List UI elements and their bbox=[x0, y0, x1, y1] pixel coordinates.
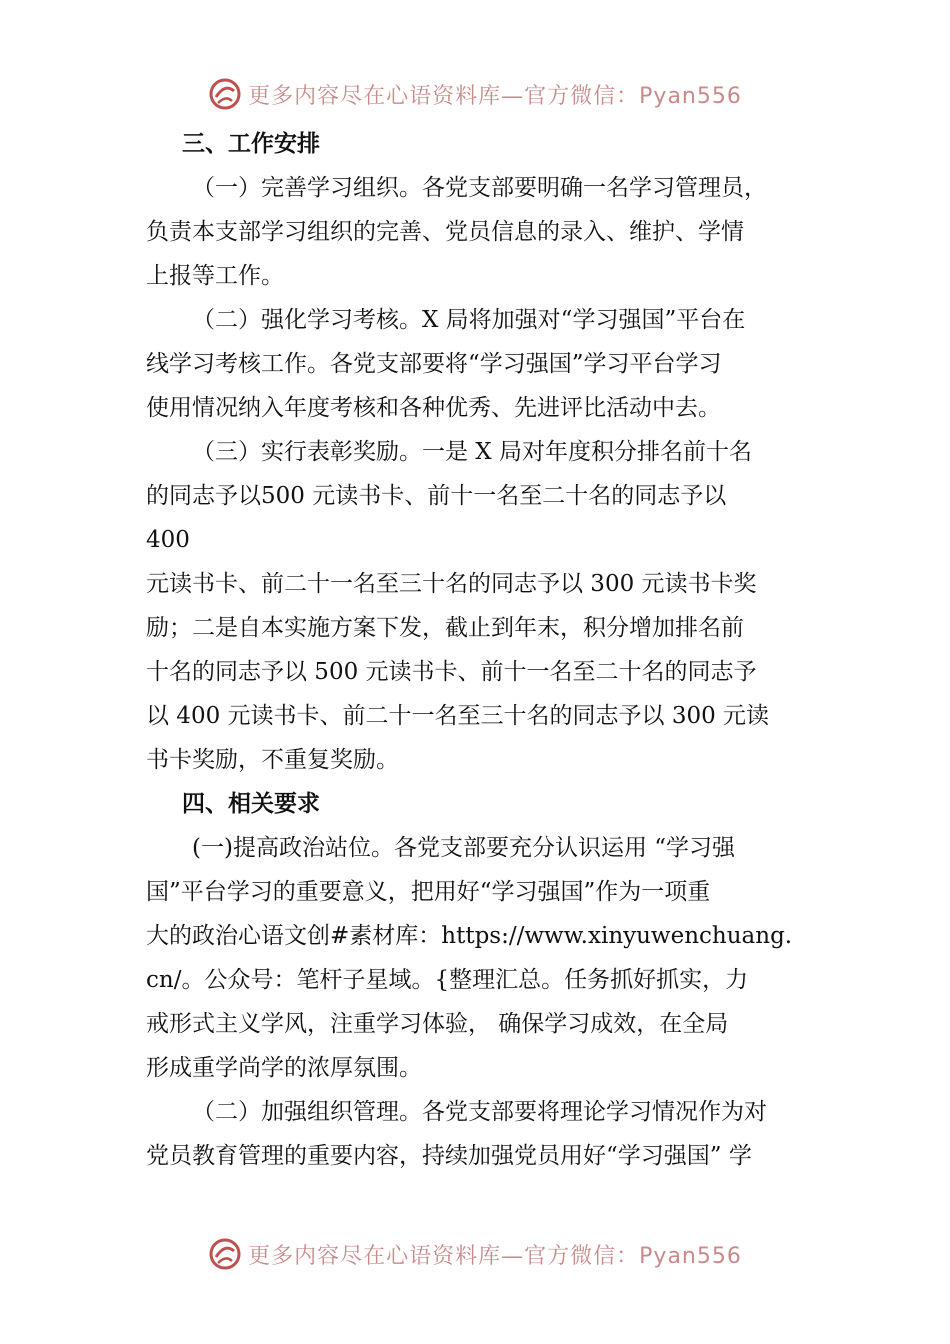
text-line: 上报等工作。 bbox=[146, 263, 284, 289]
text-line: 以 400 元读书卡、前二十一名至三十名的同志予以 300 元读 bbox=[146, 703, 770, 729]
text-line: 党员教育管理的重要内容，持续加强党员用好“学习强国” 学 bbox=[146, 1143, 752, 1169]
text-line: 国”平台学习的重要意义，把用好“学习强国”作为一项重 bbox=[146, 879, 711, 905]
text-line: 使用情况纳入年度考核和各种优秀、先进评比活动中去。 bbox=[146, 395, 721, 421]
watermark-text: 更多内容尽在心语资料库—官方微信：Pyan556 bbox=[248, 1243, 742, 1269]
text-line: 十名的同志予以 500 元读书卡、前十一名至二十名的同志予 bbox=[146, 659, 757, 685]
text-line: 负责本支部学习组织的完善、党员信息的录入、维护、学情 bbox=[146, 219, 744, 245]
text-line: cn/。公众号：笔杆子星域。{整理汇总。任务抓好抓实，力 bbox=[146, 967, 749, 993]
watermark-footer bbox=[0, 1232, 950, 1276]
text-line: 400 bbox=[146, 527, 190, 553]
text-line: （二）加强组织管理。各党支部要将理论学习情况作为对 bbox=[192, 1099, 767, 1125]
text-line: (一)提高政治站位。各党支部要充分认识运用 “学习强 bbox=[192, 835, 736, 861]
text-line: 线学习考核工作。各党支部要将“学习强国”学习平台学习 bbox=[146, 351, 722, 377]
text-line: （一）完善学习组织。各党支部要明确一名学习管理员， bbox=[192, 175, 767, 201]
text-line: （三）实行表彰奖励。一是 X 局对年度积分排名前十名 bbox=[192, 439, 752, 465]
text-line: 大的政治心语文创#素材库：https://www.xinyuwenchuang. bbox=[146, 923, 793, 949]
document-body bbox=[146, 122, 816, 1178]
swirl-logo-icon bbox=[208, 1237, 242, 1271]
section-heading: 四、相关要求 bbox=[182, 790, 320, 817]
text-line: 形成重学尚学的浓厚氛围。 bbox=[146, 1055, 422, 1081]
watermark-header bbox=[0, 72, 950, 116]
watermark-text: 更多内容尽在心语资料库—官方微信：Pyan556 bbox=[248, 83, 742, 109]
text-line: 励；二是自本实施方案下发，截止到年末，积分增加排名前 bbox=[146, 615, 744, 641]
text-line: （二）强化学习考核。X 局将加强对“学习强国”平台在 bbox=[192, 307, 746, 333]
text-line: 书卡奖励，不重复奖励。 bbox=[146, 747, 399, 773]
text-line: 的同志予以500 元读书卡、前十一名至二十名的同志予以 bbox=[146, 483, 727, 509]
section-heading: 三、工作安排 bbox=[182, 130, 320, 157]
text-line: 元读书卡、前二十一名至三十名的同志予以 300 元读书卡奖 bbox=[146, 571, 757, 597]
text-line: 戒形式主义学风，注重学习体验， 确保学习成效，在全局 bbox=[146, 1011, 729, 1037]
swirl-logo-icon bbox=[208, 77, 242, 111]
